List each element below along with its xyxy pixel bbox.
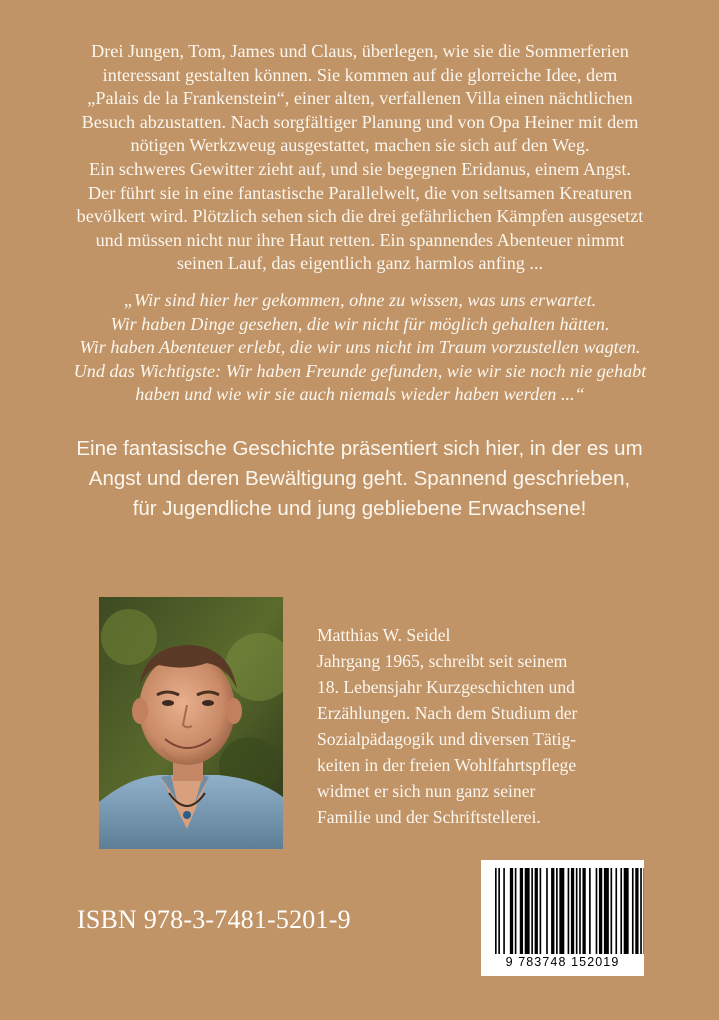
barcode-bar xyxy=(535,868,538,954)
quote-line: haben und wie wir sie auch niemals wieder haben werden ...“ xyxy=(135,384,585,405)
barcode-bar xyxy=(599,868,602,954)
synopsis xyxy=(42,40,678,276)
barcode-bar xyxy=(520,868,523,954)
barcode-bar xyxy=(620,868,622,954)
barcode-bar xyxy=(546,868,548,954)
synopsis-line: Besuch abzustatten. Nach sorgfältiger Planung und von Opa Heiner mit dem xyxy=(81,111,639,132)
author-portrait-illustration xyxy=(99,597,283,849)
bio-line: 18. Lebensjahr Kurzgeschichten und xyxy=(317,677,575,697)
barcode-bar xyxy=(604,868,609,954)
barcode-bar xyxy=(644,868,645,954)
author-photo xyxy=(99,597,283,849)
barcode-bar xyxy=(525,868,530,954)
barcode-bar xyxy=(503,868,505,954)
tagline-line: Angst und deren Bewältigung geht. Spannend geschrieben, xyxy=(88,467,631,490)
barcode-bar xyxy=(568,868,570,954)
isbn-barcode xyxy=(481,860,644,976)
barcode-bar xyxy=(495,868,497,954)
isbn-label: ISBN 978-3-7481-5201-9 xyxy=(77,905,351,934)
bio-line: Sozialpädagogik und diversen Tätig- xyxy=(317,729,577,749)
quote-line: Wir haben Dinge gesehen, die wir nicht für möglich gehalten hätten. xyxy=(110,313,610,334)
bio-line: keiten in der freien Wohlfahrtspflege xyxy=(317,755,577,775)
barcode-bar xyxy=(596,868,598,954)
quote-line: „Wir sind hier her gekommen, ohne zu wissen, was uns erwartet. xyxy=(123,290,597,310)
author-name: Matthias W. Seidel xyxy=(317,625,451,645)
barcode-bar xyxy=(579,868,581,954)
bio-line: Familie und der Schriftstellerei. xyxy=(317,807,541,827)
tagline xyxy=(30,434,689,524)
quote-line: Wir haben Abenteuer erlebt, die wir uns nicht im Traum vorzustellen wagten. xyxy=(79,337,641,358)
barcode-bar xyxy=(510,868,513,954)
barcode-bar xyxy=(640,868,642,954)
barcode-bar xyxy=(556,868,558,954)
bio-line: Erzählungen. Nach dem Studium der xyxy=(317,703,578,723)
synopsis-line: Der führt sie in eine fantastische Parallelwelt, die von seltsamen Kreaturen xyxy=(88,182,632,203)
tagline-line: für Jugendliche und jung gebliebene Erwachsene! xyxy=(132,497,587,520)
quote-line: Und das Wichtigste: Wir haben Freunde gefunden, wie wir sie noch nie gehabt xyxy=(73,360,647,381)
synopsis-line: „Palais de la Frankenstein“, einer alten, verfallenen Villa einen nächtlichen xyxy=(87,88,633,109)
barcode-bar xyxy=(589,868,591,954)
barcode-icon xyxy=(481,860,644,956)
barcode-digits: 9 783748 152019 xyxy=(505,955,620,969)
barcode-bar xyxy=(531,868,533,954)
barcode-bar xyxy=(551,868,554,954)
barcode-bar xyxy=(515,868,517,954)
barcode-bar xyxy=(615,868,617,954)
barcode-bar xyxy=(632,868,634,954)
author-bio xyxy=(317,622,657,830)
barcode-bar xyxy=(576,868,578,954)
tagline-line: Eine fantasische Geschichte präsentiert sich hier, in der es um xyxy=(76,437,643,460)
barcode-bar xyxy=(624,868,629,954)
bio-line: widmet er sich nun ganz seiner xyxy=(317,781,536,801)
barcode-bar xyxy=(582,868,585,954)
barcode-bar xyxy=(498,868,500,954)
barcode-bar xyxy=(571,868,574,954)
barcode-bar xyxy=(540,868,542,954)
barcode-bar xyxy=(635,868,638,954)
synopsis-line: Drei Jungen, Tom, James und Claus, überlegen, wie sie die Sommerferien xyxy=(91,41,629,61)
synopsis-line: und müssen nicht nur ihre Haut retten. Ein spannendes Abenteuer nimmt xyxy=(95,229,625,250)
barcode-bar xyxy=(611,868,613,954)
synopsis-line: bevölkert wird. Plötzlich sehen sich die drei gefährlichen Kämpfen ausgesetzt xyxy=(76,206,644,227)
synopsis-line: Ein schweres Gewitter zieht auf, und sie begegnen Eridanus, einem Angst. xyxy=(89,158,631,179)
synopsis-line: seinen Lauf, das eigentlich ganz harmlos anfing ... xyxy=(176,253,544,274)
synopsis-line: nötigen Werkzweug ausgestattet, machen sie sich auf den Weg. xyxy=(130,135,590,156)
book-quote xyxy=(42,289,678,407)
synopsis-line: interessant gestalten können. Sie kommen auf die glorreiche Idee, dem xyxy=(102,64,618,85)
barcode-bar xyxy=(559,868,564,954)
bio-line: Jahrgang 1965, schreibt seit seinem xyxy=(317,651,568,671)
